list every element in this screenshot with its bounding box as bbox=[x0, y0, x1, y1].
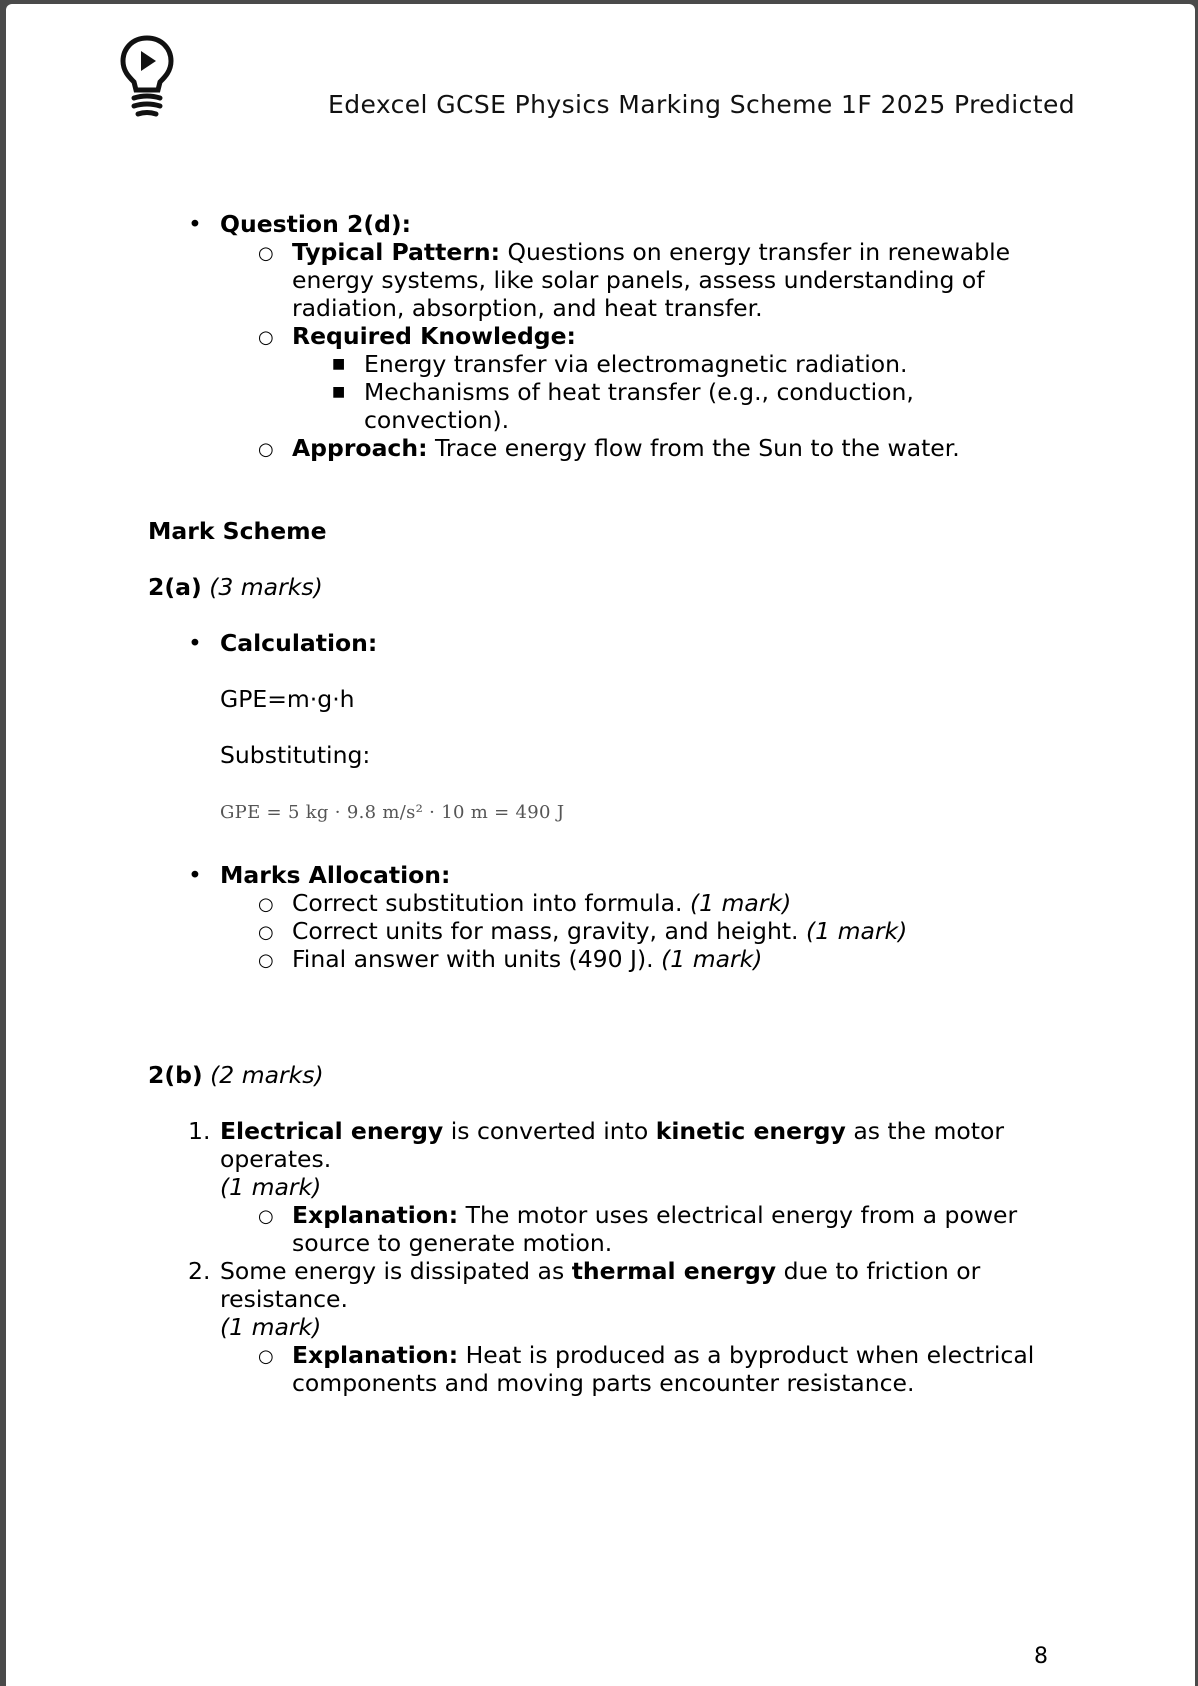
circle-bullet-icon: ○ bbox=[258, 894, 274, 915]
item2-start: Some energy is dissipated as bbox=[220, 1257, 565, 1285]
page-number: 8 bbox=[1034, 1644, 1048, 1669]
item-number: 1. bbox=[188, 1117, 211, 1145]
allocation-item bbox=[220, 889, 1048, 917]
section-2a-label: 2(a) bbox=[148, 573, 202, 601]
lightbulb-play-logo-icon bbox=[118, 34, 176, 118]
section-2a-marks: (3 marks) bbox=[209, 573, 323, 601]
marks-allocation-item bbox=[148, 861, 1048, 889]
required-knowledge-label: Required Knowledge: bbox=[292, 322, 576, 350]
marks-allocation-label: Marks Allocation: bbox=[220, 861, 451, 889]
explanation-item bbox=[220, 1341, 1048, 1397]
item1-mid: is converted into bbox=[450, 1117, 649, 1145]
circle-bullet-icon: ○ bbox=[258, 922, 274, 943]
bullet-icon: • bbox=[188, 210, 202, 238]
explanation-text: Heat is produced as a byproduct when electrical components and moving parts encounter resistance. bbox=[292, 1341, 1035, 1397]
explanation-item bbox=[220, 1201, 1048, 1257]
knowledge-item bbox=[292, 350, 1048, 378]
typical-pattern-item bbox=[220, 238, 1048, 322]
allocation-mark: (1 mark) bbox=[689, 889, 792, 917]
allocation-item bbox=[220, 945, 1048, 973]
item1-end: as the motor operates. bbox=[220, 1117, 1004, 1173]
knowledge-item-text: Mechanisms of heat transfer (e.g., conduction, convection). bbox=[364, 378, 914, 434]
mark-scheme-heading: Mark Scheme bbox=[148, 517, 327, 545]
circle-bullet-icon: ○ bbox=[258, 327, 274, 348]
bullet-icon: • bbox=[188, 629, 202, 657]
allocation-item bbox=[220, 917, 1048, 945]
circle-bullet-icon: ○ bbox=[258, 950, 274, 971]
item-number: 2. bbox=[188, 1257, 211, 1285]
allocation-text: Correct substitution into formula. bbox=[292, 889, 683, 917]
header-title: Edexcel GCSE Physics Marking Scheme 1F 2025 Predicted bbox=[328, 90, 1075, 119]
document-page bbox=[6, 4, 1195, 1686]
approach-label: Approach: bbox=[292, 434, 428, 462]
item2-mark: (1 mark) bbox=[220, 1313, 322, 1341]
substituting-label: Substituting: bbox=[220, 741, 371, 769]
allocation-text: Final answer with units (490 J). bbox=[292, 945, 654, 973]
square-bullet-icon: ■ bbox=[332, 384, 346, 400]
section-2b-heading bbox=[148, 1061, 1048, 1089]
explanation-label: Explanation: bbox=[292, 1201, 459, 1229]
substituted-formula: GPE = 5 kg · 9.8 m/s² · 10 m = 490 J bbox=[220, 802, 565, 823]
circle-bullet-icon: ○ bbox=[258, 439, 274, 460]
typical-pattern-text: Questions on energy transfer in renewable energy systems, like solar panels, assess understanding of radiation, absorption, and heat transfer. bbox=[292, 238, 1011, 322]
explanation-label: Explanation: bbox=[292, 1341, 459, 1369]
section-2a-heading bbox=[148, 573, 1048, 601]
allocation-text: Correct units for mass, gravity, and height. bbox=[292, 917, 799, 945]
calculation-label: Calculation: bbox=[220, 629, 378, 657]
approach-item bbox=[220, 434, 1048, 462]
allocation-mark: (1 mark) bbox=[661, 945, 763, 973]
item1-bold2: kinetic energy bbox=[655, 1117, 846, 1145]
allocation-mark: (1 mark) bbox=[806, 917, 908, 945]
item1-mark: (1 mark) bbox=[220, 1173, 322, 1201]
section-2b-label: 2(b) bbox=[148, 1061, 203, 1089]
approach-text: Trace energy flow from the Sun to the water. bbox=[434, 434, 960, 462]
knowledge-item bbox=[292, 378, 1048, 434]
calculation-item bbox=[148, 629, 1048, 827]
item2-bold: thermal energy bbox=[571, 1257, 777, 1285]
bullet-icon: • bbox=[188, 861, 202, 889]
question-2d-item bbox=[148, 210, 1048, 238]
gpe-formula: GPE=m·g·h bbox=[220, 685, 355, 713]
explanation-text: The motor uses electrical energy from a power source to generate motion. bbox=[292, 1201, 1018, 1257]
item2-end: due to friction or resistance. bbox=[220, 1257, 981, 1313]
page-content bbox=[148, 210, 1048, 1397]
item1-bold1: Electrical energy bbox=[220, 1117, 444, 1145]
section-2b-marks: (2 marks) bbox=[210, 1061, 324, 1089]
numbered-item-1 bbox=[148, 1117, 1048, 1201]
required-knowledge-item bbox=[220, 322, 1048, 350]
numbered-item-2 bbox=[148, 1257, 1048, 1341]
circle-bullet-icon: ○ bbox=[258, 1346, 274, 1367]
knowledge-item-text: Energy transfer via electromagnetic radiation. bbox=[364, 350, 908, 378]
square-bullet-icon: ■ bbox=[332, 356, 346, 372]
typical-pattern-label: Typical Pattern: bbox=[292, 238, 501, 266]
circle-bullet-icon: ○ bbox=[258, 1206, 274, 1227]
question-2d-label: Question 2(d): bbox=[220, 210, 412, 238]
circle-bullet-icon: ○ bbox=[258, 243, 274, 264]
